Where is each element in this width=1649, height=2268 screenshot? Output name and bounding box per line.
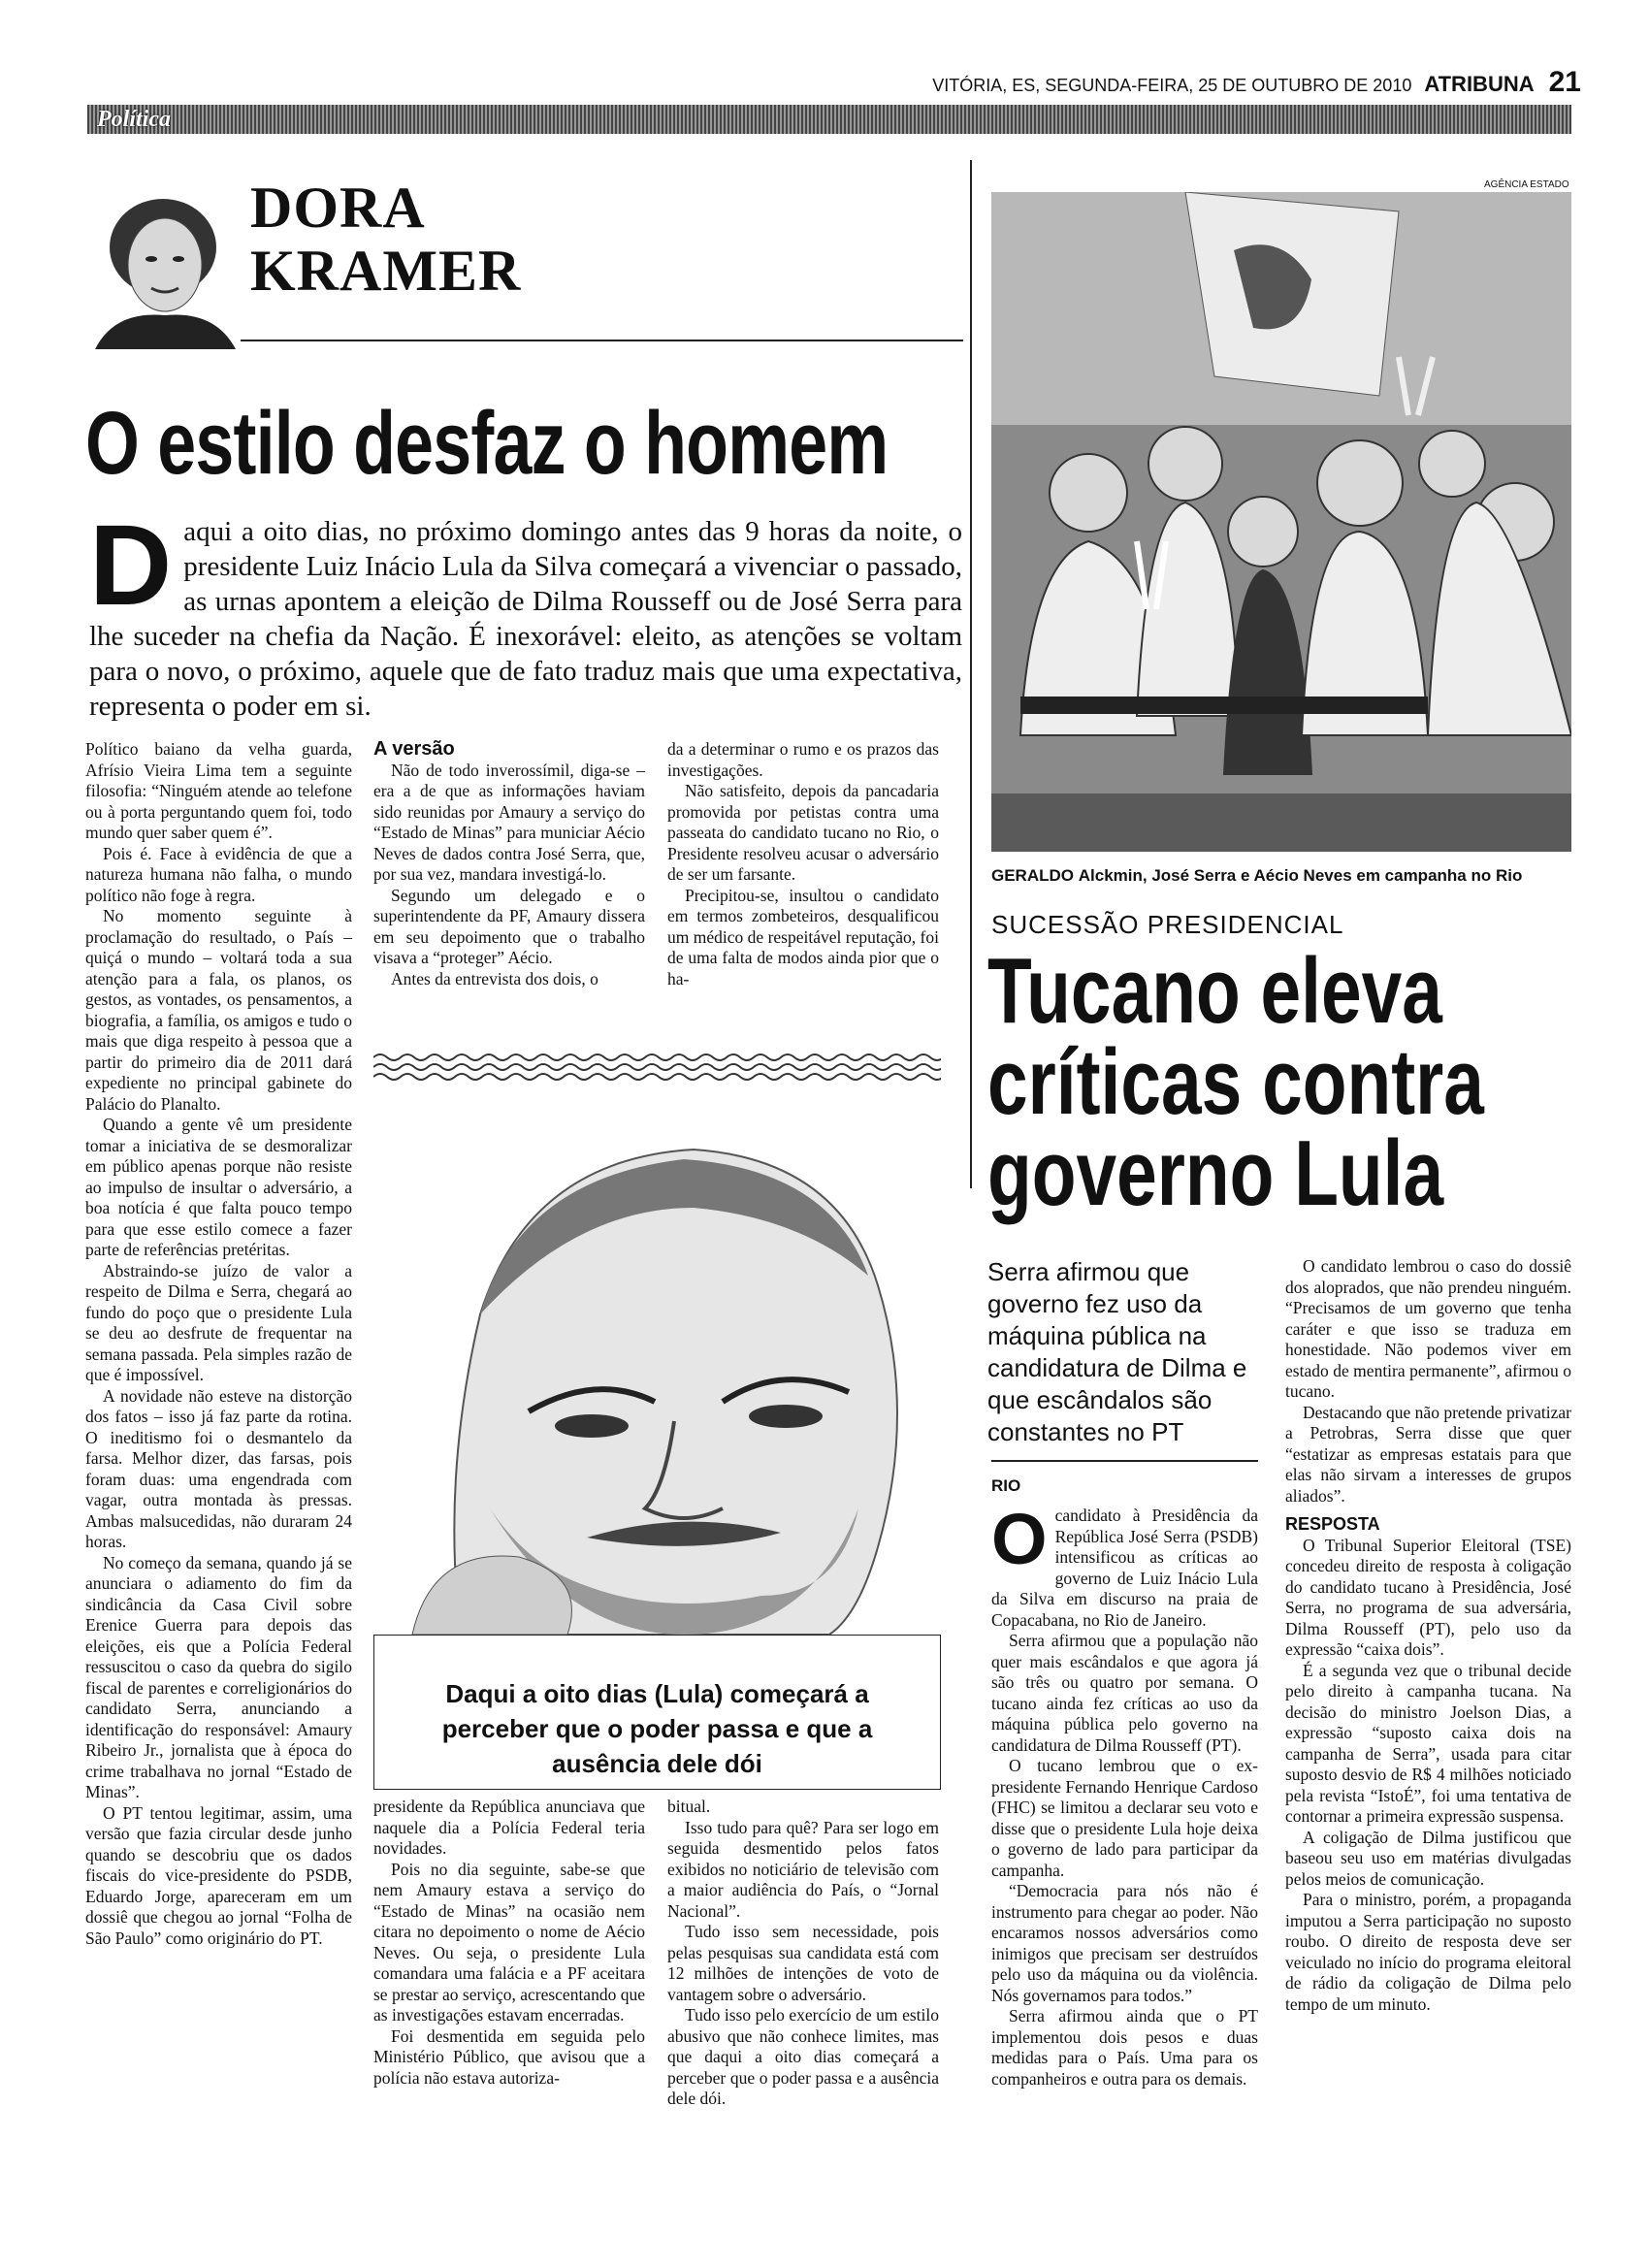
section-bar (87, 105, 1571, 134)
wave-ornament (373, 1048, 941, 1086)
lead-drop-cap: D (89, 502, 173, 630)
column-text-3-continued (667, 1797, 939, 2110)
photo-caption-name: GERALDO (991, 866, 1074, 885)
author-portrait (85, 179, 241, 349)
lula-illustration (373, 1091, 941, 1635)
paragraph (991, 1499, 1258, 1631)
column-lead (89, 502, 963, 724)
paragraph: presidente da República anunciava que naquele dia a Polícia Federal teria novidades. (373, 1797, 645, 1858)
column-text-2 (373, 739, 645, 989)
paragraph: Para o ministro, porém, a propaganda imputou a Serra participação no suposto roubo. O direito de resposta deve ser veiculado no início do programa eleitoral de rádio da coligação de Dilma pelo tempo de um minuto. (1285, 1890, 1571, 2014)
paragraph: Foi desmentida em seguida pelo Ministério Público, que avisou que a polícia não estava autoriza- (373, 2025, 645, 2088)
paragraph: “Democracia para nós não é instrumento para chegar ao poder. Não encaramos nossos adversários como inimigos que precisam ser destruídos pelo uso da máquina ou da violência. Nós governamos para todos.” (991, 1881, 1258, 2005)
lead-text: aqui a oito dias, no próximo domingo antes das 9 horas da noite, o presidente Luiz Inácio Lula da Silva começará a vivenciar o passado, as urnas apontem a eleição de Dilma Rousseff ou de José Serra para lhe suceder na chefia da Nação. É inexorável: eleito, as atenções se voltam para o novo, o próximo, aquele que de fato traduz mais que uma expectativa, representa o poder em si. (89, 516, 963, 722)
paragraph: No momento seguinte à proclamação do resultado, o País – quiçá o mundo – voltará toda a sua atenção para a fala, os planos, os gestos, as vontades, os pensamentos, a biografia, a família, os amigos e tudo o mais que diga respeito à pessoa que a partir do primeiro dia de 2011 dará expediente no principal gabinete do Palácio do Planalto. (85, 906, 352, 1114)
paragraph: Destacando que não pretende privatizar a Petrobras, Serra disse que quer “estatizar as empresas estatais para que elas não sirvam a interesses de grupos aliados”. (1285, 1402, 1571, 1506)
paragraph: Isso tudo para quê? Para ser logo em seguida desmentido pelos fatos exibidos no noticiário de televisão com a maior audiência do País, o “Jornal Nacional”. (667, 1817, 939, 1921)
paragraph: Pois no dia seguinte, sabe-se que nem Amaury estava a serviço do “Estado de Minas” na ocasião nem citara no depoimento o nome de Aécio Neves. Ou seja, o presidente Lula comandara uma falácia e a PF aceitara se prestar ao serviço, acrescentando que as investigações estavam encerradas. (373, 1859, 645, 2025)
story-drop-cap: O (991, 1499, 1048, 1579)
paragraph: No começo da semana, quando já se anunciara o adiamento do fim da sindicância da Casa Civil sobre Erenice Guerra para depois das eleições, eis que a Polícia Federal ressuscitou o caso da quebra do sigilo fiscal de parentes e correligionários do candidato Serra, anunciando a identificação do responsável: Amaury Ribeiro Jr., jornalista que à época do crime trabalhava no jornal “Estado de Minas”. (85, 1552, 352, 1801)
story-headline: Tucano eleva críticas contra governo Lula (987, 939, 1484, 1225)
paragraph: bitual. (667, 1797, 711, 1816)
header-dateline: VITÓRIA, ES, SEGUNDA-FEIRA, 25 DE OUTUBRO DE 2010 (932, 76, 1412, 95)
paragraph: Antes da entrevista dos dois, o (391, 968, 598, 988)
page-number: 21 (1548, 66, 1581, 98)
story-deck: Serra afirmou que governo fez uso da máquina pública na candidatura de Dilma e que escândalos são constantes no PT (987, 1257, 1247, 1446)
paragraph: O candidato lembrou o caso do dossiê dos aloprados, que não prendeu ninguém. “Precisamos de um governo que tenha caráter e que isso se traduza em honestidade. Não podemos viver em estado de mentira permanente”, afirmou o tucano. (1285, 1256, 1571, 1401)
paragraph: Político baiano da velha guarda, Afrísio Vieira Lima tem a seguinte filosofia: “Ninguém atende ao telefone ou à porta perguntando quem foi, todo mundo quer saber quem é”. (85, 739, 352, 842)
paragraph: Não de todo inverossímil, diga-se – era a de que as informações haviam sido reunidas por Amaury a serviço do “Estado de Minas” para municiar Aécio Neves de dados contra José Serra, que, por sua vez, mandara investigá-lo. (373, 760, 645, 884)
paragraph: Tudo isso pelo exercício de um estilo abusivo que não conhece limites, mas que daqui a oito dias começará a perceber que o poder passa e a ausência dele dói. (667, 2005, 939, 2108)
photo-credit: AGÊNCIA ESTADO (1484, 179, 1569, 190)
paragraph: Serra afirmou que a população não quer mais escândalos e que agora já são três ou quatro por semana. O tucano ainda fez críticas ao uso da máquina pública pelo governo na candidatura de Dilma Rousseff (PT). (991, 1631, 1258, 1755)
paragraph: A coligação de Dilma justificou que baseou seu uso em matérias divulgadas pelos meios de comunicação. (1285, 1827, 1571, 1889)
subhead: RESPOSTA (1285, 1514, 1380, 1534)
paragraph: A novidade não esteve na distorção dos fatos – isso já faz parte da rotina. O ineditismo foi o desmantelo da farsa. Melhor dizer, das farsas, pois foram duas: uma engendrada com vagar, outra montada às pressas. Ambas malsucedidas, não duraram 24 horas. (85, 1385, 352, 1551)
story-kicker: SUCESSÃO PRESIDENCIAL (991, 910, 1344, 939)
deck-rule (991, 1460, 1258, 1462)
column-text-3 (667, 739, 939, 989)
page-header (708, 66, 1581, 99)
author-last-name: KRAMER (250, 239, 522, 303)
column-text-2-continued (373, 1797, 645, 2089)
campaign-photo (991, 192, 1571, 852)
story-text-1 (991, 1499, 1258, 2090)
newspaper-brand: ATRIBUNA (1424, 72, 1535, 96)
author-first-name: DORA (250, 176, 426, 240)
paragraph: O Tribunal Superior Eleitoral (TSE) concedeu direito de resposta à coligação do candidato tucano à Presidência, José Serra, no programa de sua adversária, Dilma Rousseff (PT), pelo uso da expressão “caixa dois”. (1285, 1535, 1571, 1659)
section-label: Política (97, 107, 171, 132)
story-first-paragraph: candidato à Presidência da República José Serra (PSDB) intensificou as críticas ao governo de Luiz Inácio Lula da Silva em discurso na praia de Copacabana, no Rio de Janeiro. (991, 1506, 1258, 1630)
story-text-2 (1285, 1256, 1571, 2015)
column-headline: O estilo desfaz o homem (85, 394, 889, 493)
paragraph: Quando a gente vê um presidente tomar a iniciativa de se desmoralizar em público apenas porque não resiste ao impulso de insultar o adversário, a boa notícia é que falta pouco tempo para que esse estilo comece a fazer parte de referências pretéritas. (85, 1115, 352, 1259)
paragraph: Pois é. Face à evidência de que a natureza humana não falha, o mundo político não foge à regra. (85, 843, 352, 905)
photo-caption (991, 866, 1573, 886)
photo-caption-text: Alckmin, José Serra e Aécio Neves em campanha no Rio (1078, 866, 1523, 885)
paragraph: Precipitou-se, insultou o candidato em termos zombeteiros, desqualificou um médico de respeitável reputação, foi de uma falta de modos ainda pior que o ha- (667, 885, 939, 988)
paragraph: Abstraindo-se juízo de valor a respeito de Dilma e Serra, chegará ao fundo do poço que o presidente Lula se deu ao desfrute de frequentar na semana passada. Pela simples razão de que é impossível. (85, 1260, 352, 1384)
column-divider (970, 160, 972, 1188)
column-text-1 (85, 739, 352, 1949)
paragraph: É a segunda vez que o tribunal decide pelo direito à campanha tucana. Na decisão do ministro Joelson Dias, a expressão “suposto caixa dois na campanha de Serra”, usada para citar suposto desvio de R$ 4 milhões noticiado pela revista “IstoÉ”, foi uma tentativa de contornar a primeira expressão suspensa. (1285, 1660, 1571, 1826)
paragraph: Não satisfeito, depois da pancadaria promovida por petistas contra uma passeata do candidato tucano no Rio, o Presidente resolveu acusar o adversário de ser um farsante. (667, 781, 939, 884)
paragraph: Tudo isso sem necessidade, pois pelas pesquisas sua candidata está com 12 milhões de intenções de voto de vantagem sobre o adversário. (667, 1922, 939, 2004)
illustration-caption: Daqui a oito dias (Lula) começará a perceber que o poder passa e que a ausência dele dói (441, 1679, 873, 1778)
paragraph: da a determinar o rumo e os prazos das investigações. (667, 739, 939, 780)
paragraph: Serra afirmou ainda que o PT implementou dois pesos e duas medidas para o País. Uma para os companheiros e outra para os demais. (991, 2006, 1258, 2089)
paragraph: Segundo um delegado e o superintendente da PF, Amaury dissera em seu depoimento que o trabalho visava a “proteger” Aécio. (373, 885, 645, 967)
subhead: A versão (373, 738, 455, 760)
paragraph: O PT tentou legitimar, assim, uma versão que fazia circular desde junho quando se descobriu que os dados fiscais do vice-presidente do PSDB, Eduardo Jorge, apareceram em um dossiê que chegou ao jornal “Folha de São Paulo” como originário do PT. (85, 1802, 352, 1948)
story-dateline: RIO (991, 1476, 1021, 1495)
paragraph: O tucano lembrou que o ex-presidente Fernando Henrique Cardoso (FHC) se limitou a declarar seu voto e disse que o presidente Lula hoje deixa o governo de lado para participar da campanha. (991, 1756, 1258, 1880)
